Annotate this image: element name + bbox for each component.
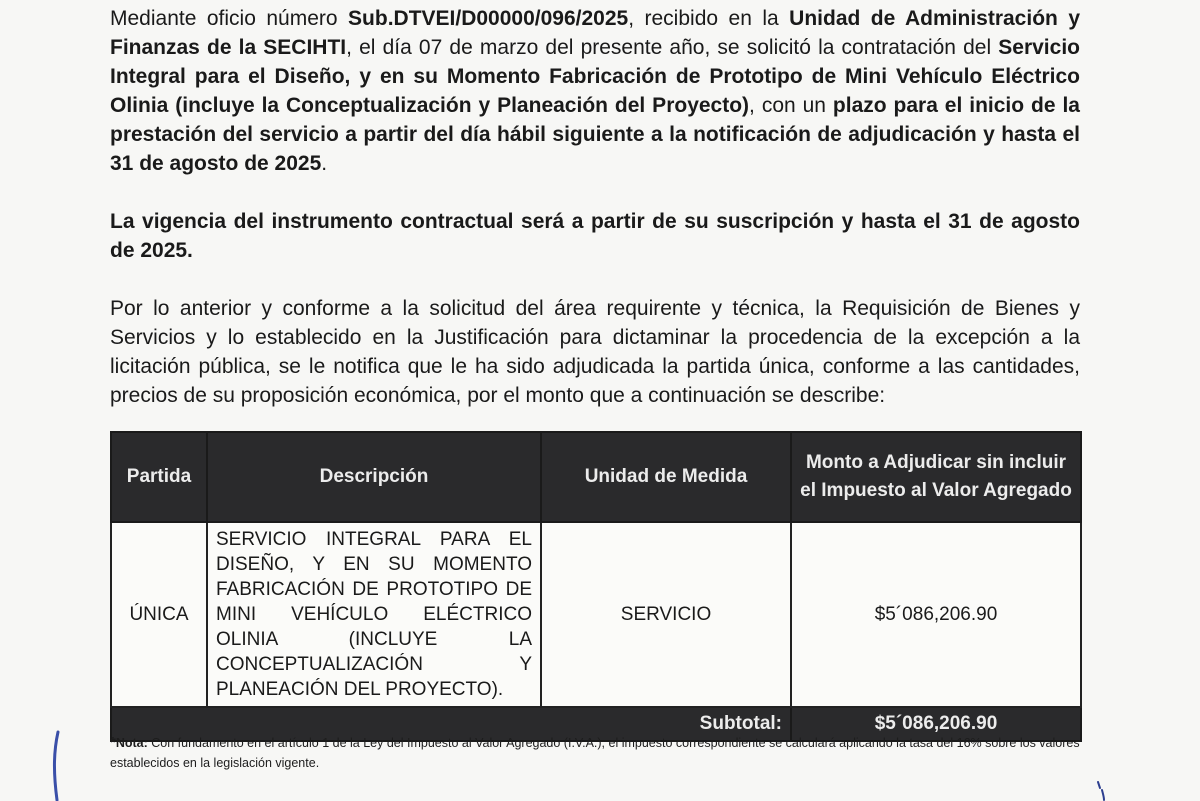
paragraph-award: Por lo anterior y conforme a la solicitud del área requirente y técnica, la Requisición de Bienes y Servicios y lo establecido en la Justificación para dictaminar la procedencia de la excepción a la licitación pública, se le notifica que le ha sido adjudicada la partida única, conforme a las cantidades, precios de su proposición económica, por el monto que a continuación se describe:	[110, 297, 1080, 407]
cell-unidad: SERVICIO	[541, 522, 791, 707]
header-unidad: Unidad de Medida	[541, 432, 791, 522]
text-segment: , con un	[749, 94, 833, 117]
table-header-row	[111, 432, 1081, 522]
text-segment: .	[321, 152, 328, 175]
header-descripcion: Descripción	[207, 432, 541, 522]
subtotal-label: Subtotal:	[111, 707, 791, 741]
table-row	[111, 522, 1081, 707]
cell-partida: ÚNICA	[111, 522, 207, 707]
header-monto: Monto a Adjudicar sin incluir el Impuesto al Valor Agregado	[791, 432, 1081, 522]
cell-monto: $5´086,206.90	[791, 522, 1081, 707]
pen-tick-icon	[1092, 778, 1116, 801]
unit-name: Unidad de Administración y Finanzas de la SECIHTI	[110, 7, 1081, 59]
paragraph-validity: La vigencia del instrumento contractual será a partir de su suscripción y hasta el 31 de agosto de 2025.	[110, 210, 1080, 262]
text-segment: Mediante oficio número	[110, 7, 349, 30]
footnote-asterisk: *	[110, 734, 116, 751]
subtotal-amount: $5´086,206.90	[791, 707, 1081, 741]
paragraph-request	[110, 4, 1080, 178]
cell-descripcion: SERVICIO INTEGRAL PARA EL DISEÑO, Y EN SU MOMENTO FABRICACIÓN DE PROTOTIPO DE MINI VEHÍCULO ELÉCTRICO OLINIA (INCLUYE LA CONCEPTUALIZACIÓN Y PLANEACIÓN DEL PROYECTO).	[207, 522, 541, 707]
document-body	[110, 4, 1080, 410]
footnote-text: Con fundamento en el artículo 1 de la Ley del Impuesto al Valor Agregado (I.V.A.), el impuesto correspondiente se calculará aplicando la tasa del 16% sobre los valores establecidos en la legislación vigente.	[110, 736, 1080, 770]
award-table	[110, 431, 1082, 742]
text-segment: , recibido en la	[628, 7, 790, 30]
text-segment: , el día 07 de marzo del presente año, se solicitó la contratación del	[346, 36, 999, 59]
header-partida: Partida	[111, 432, 207, 522]
oficio-number: Sub.DTVEI/D00000/096/2025	[348, 7, 629, 30]
term-text: plazo para el inicio de la prestación del servicio a partir del día hábil siguiente a la notificación de adjudicación y hasta el 31 de agosto de 2025	[110, 94, 1080, 175]
footnote	[110, 733, 1080, 773]
footnote-label: Nota:	[115, 736, 148, 750]
pen-stroke-icon	[44, 730, 74, 801]
service-name: Servicio Integral para el Diseño, y en su Momento Fabricación de Prototipo de Mini Vehículo Eléctrico Olinia (incluye la Conceptualización y Planeación del Proyecto)	[110, 36, 1080, 117]
